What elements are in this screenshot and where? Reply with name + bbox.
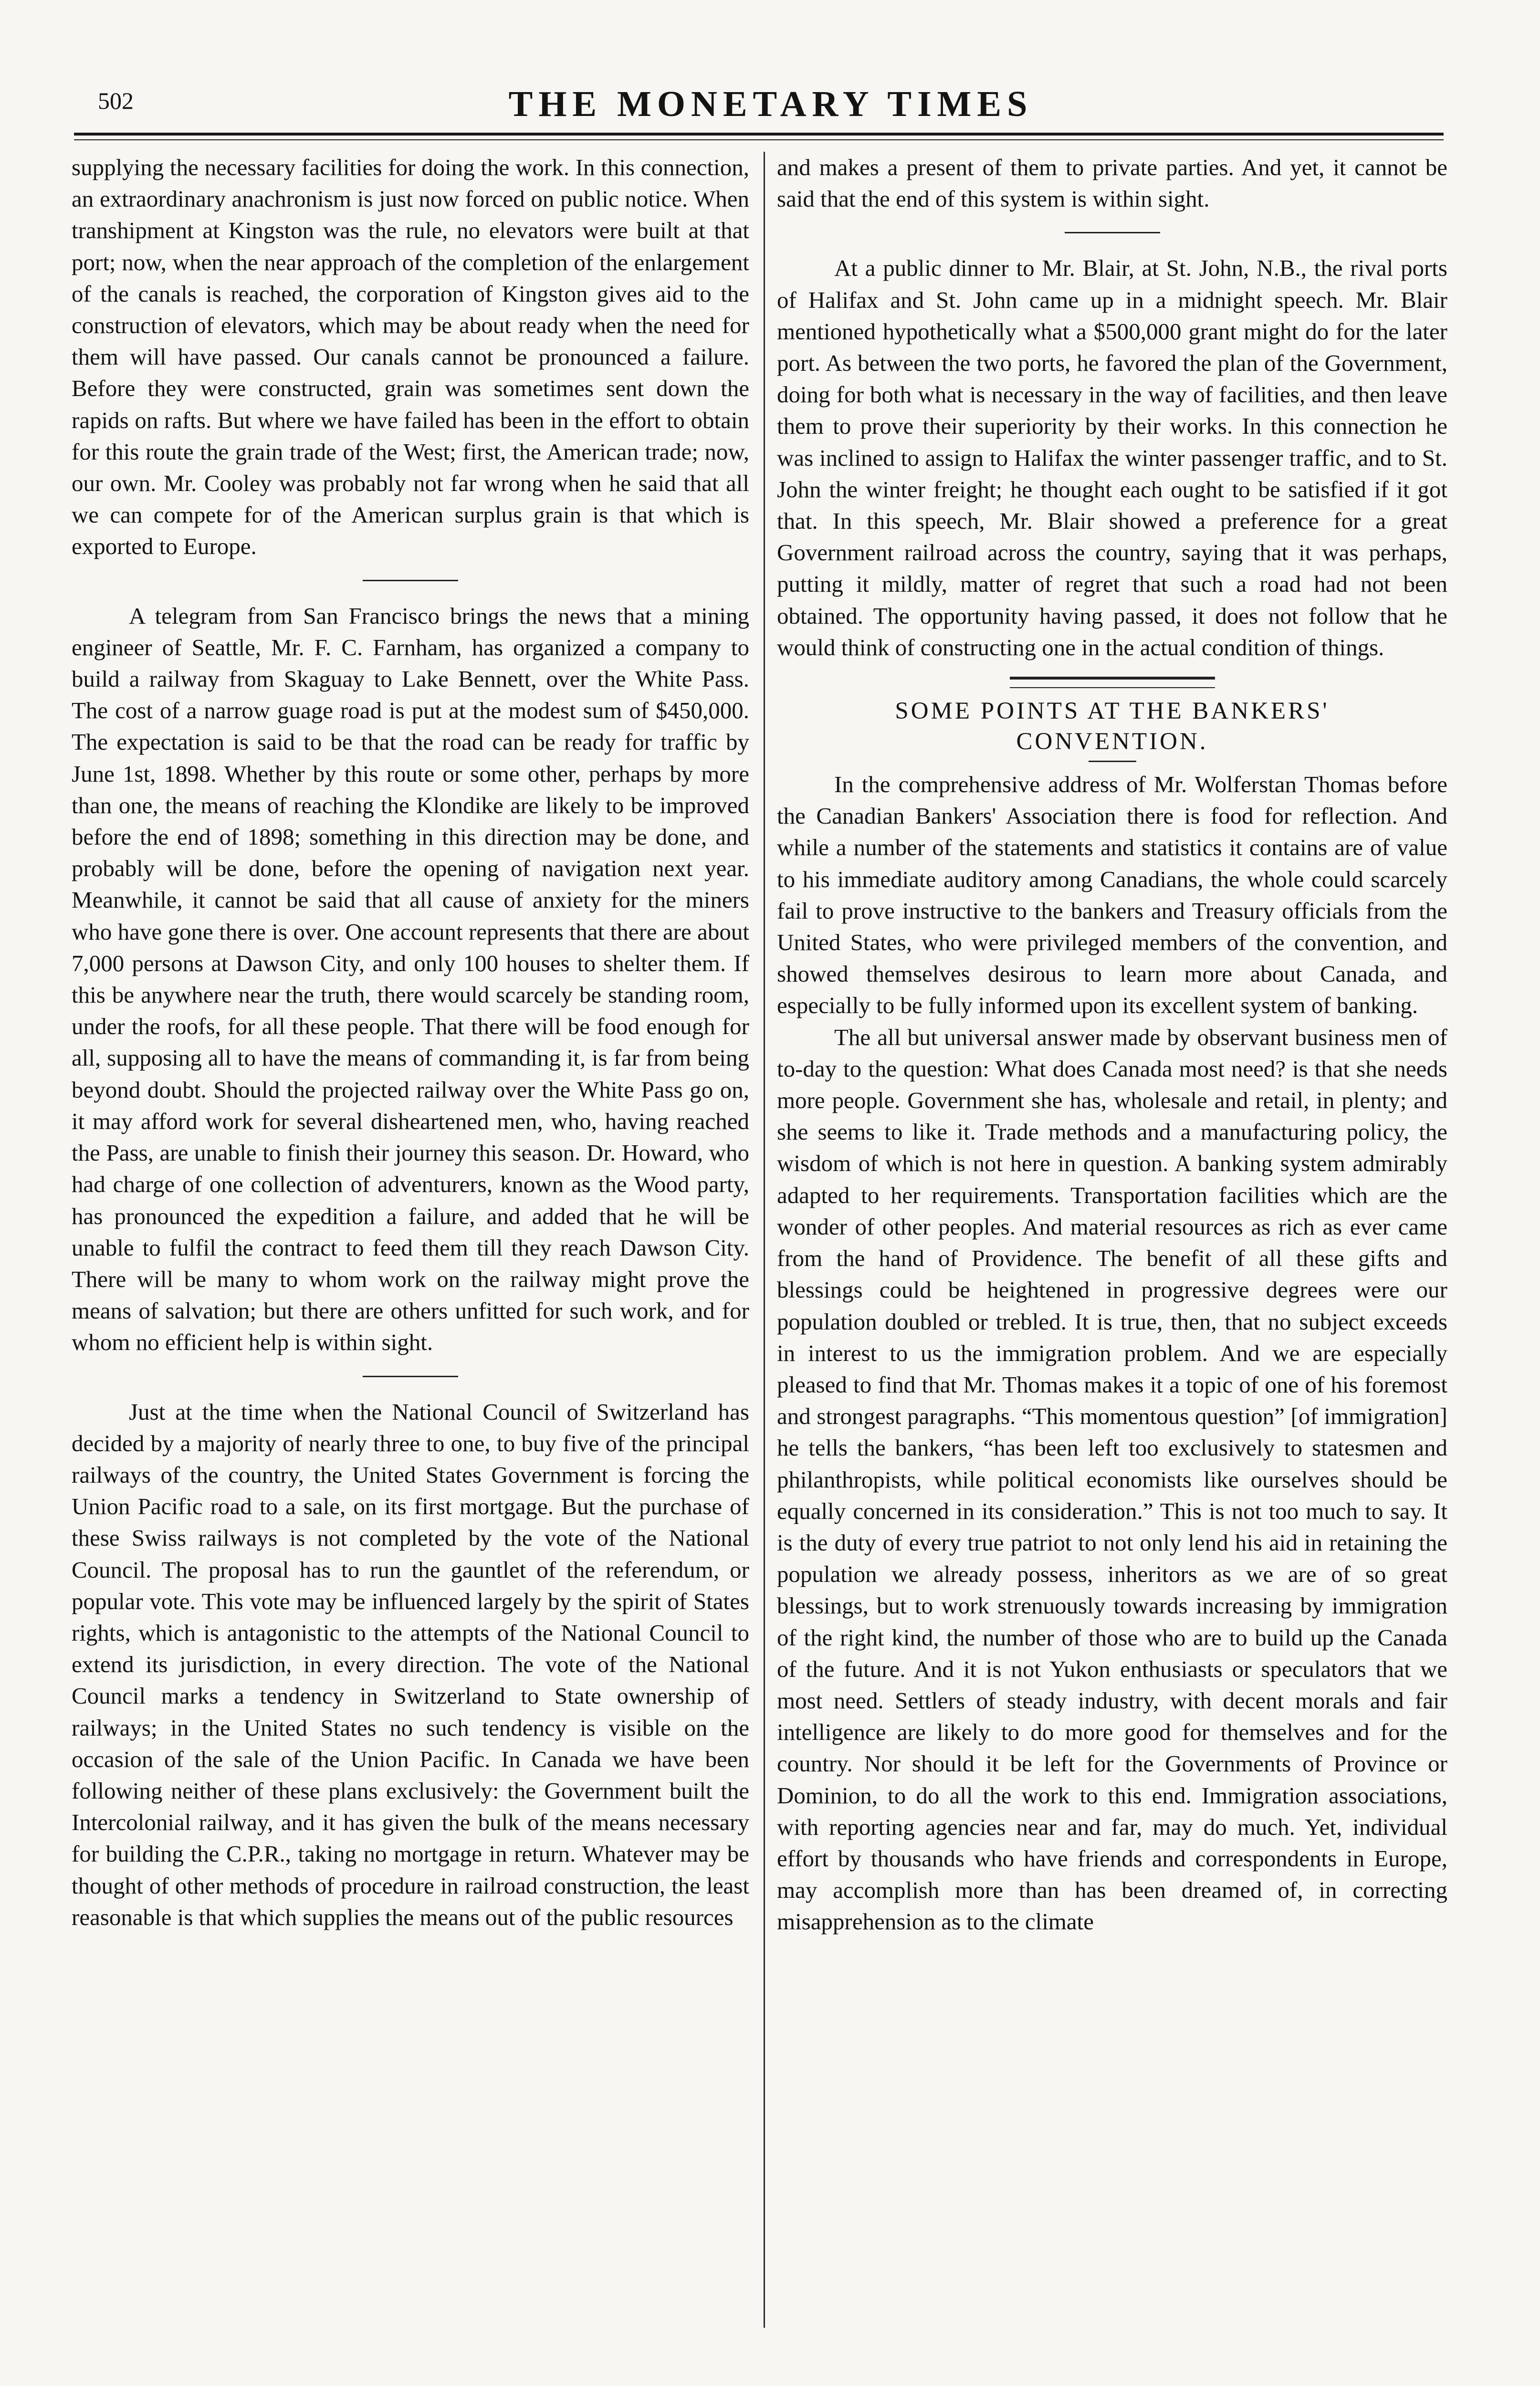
heading-rule	[1089, 761, 1136, 762]
header-rule-thick	[74, 133, 1444, 136]
section-separator	[363, 1376, 458, 1377]
right-paragraph-3: In the comprehensive address of Mr. Wolferstan Thomas before the Canadian Bankers' Association there is food for reflection. And while a number of the statements and statistics it contains are of value to his immediate auditory among Canadians, the whole could scarcely fail to prove instructive to the bankers and Treasury officials from the United States, who were privileged members of the convention, and showed themselves desirous to learn more about Canada, and especially to be fully informed upon its excellent system of banking.	[777, 771, 1447, 1019]
right-paragraph-2: At a public dinner to Mr. Blair, at St. John, N.B., the rival ports of Halifax and St. John came up in a midnight speech. Mr. Blair mentioned hypothetically what a $500,000 grant might do for the later port. As between the two ports, he favored the plan of the Government, doing for both what is necessary in the way of facilities, and then leave them to prove their superiority by their works. In this connection he was inclined to assign to Halifax the winter passenger traffic, and to St. John the winter freight; he thought each ought to be satisfied if it got that. In this speech, Mr. Blair showed a preference for a great Government railroad across the country, saying that it was perhaps, putting it mildly, matter of regret that such a road had not been obtained. The opportunity having passed, it does not follow that he would think of constructing one in the actual condition of things.	[777, 255, 1447, 660]
heading-line-2: CONVENTION.	[1016, 728, 1208, 755]
right-paragraph-1: and makes a present of them to private parties. And yet, it cannot be said that the end of this system is within sight.	[777, 154, 1447, 212]
section-separator	[1065, 232, 1160, 233]
masthead-title: THE MONETARY TIMES	[508, 84, 1033, 124]
left-paragraph-3: Just at the time when the National Council of Switzerland has decided by a majority of nearly three to one, to buy five of the principal railways of the country, the United States Government is forcing the Union Pacific road to a sale, on its first mortgage. But the purchase of these Swiss railways is not completed by the vote of the National Council. The proposal has to run the gauntlet of the referendum, or popular vote. This vote may be influenced largely by the spirit of States rights, which is antagonistic to the attempts of the National Council to extend its jurisdiction, in every direction. The vote of the National Council marks a tendency in Switzerland to State ownership of railways; in the United States no such tendency is visible on the occasion of the sale of the Union Pacific. In Canada we have been following neither of these plans exclusively: the Government built the Intercolonial railway, and it has given the bulk of the means necessary for building the C.P.R., taking no mortgage in return. Whatever may be thought of other methods of procedure in railroad construction, the least reasonable is that which supplies the means out of the public resources	[72, 1398, 749, 1930]
page-number: 502	[98, 87, 134, 114]
left-paragraph-1: supplying the necessary facilities for doing the work. In this connection, an extraordinary anachronism is just now forced on public notice. When transhipment at Kingston was the rule, no elevators were built at that port; now, when the near approach of the completion of the enlargement of the canals is reached, the corporation of Kingston gives aid to the construction of elevators, which may be about ready when the need for them will have passed. Our canals cannot be pronounced a failure. Before they were constructed, grain was sometimes sent down the rapids on rafts. But where we have failed has been in the effort to obtain for this route the grain trade of the West; first, the American trade; now, our own. Mr. Cooley was probably not far wrong when he said that all we can compete for of the American surplus grain is that which is exported to Europe.	[72, 154, 749, 560]
left-paragraph-2: A telegram from San Francisco brings the news that a mining engineer of Seattle, Mr. F. C. Farnham, has organized a company to build a railway from Skaguay to Lake Bennett, over the White Pass. The cost of a narrow guage road is put at the modest sum of $450,000. The expectation is said to be that the road can be ready for traffic by June 1st, 1898. Whether by this route or some other, perhaps by more than one, the means of reaching the Klondike are likely to be improved before the end of 1898; something in this direction may be done, and probably will be done, before the opening of navigation next year. Meanwhile, it cannot be said that all cause of anxiety for the miners who have gone there is over. One account represents that there are about 7,000 persons at Dawson City, and only 100 houses to shelter them. If this be anywhere near the truth, there would scarcely be standing room, under the roofs, for all these people. That there will be food enough for all, supposing all to have the means of commanding it, is far from being beyond doubt. Should the projected railway over the White Pass go on, it may afford work for several disheartened men, who, having reached the Pass, are unable to finish their journey this season. Dr. Howard, who had charge of one collection of adventurers, known as the Wood party, has pronounced the expedition a failure, and added that he will be unable to fulfil the contract to feed them till they reach Dawson City. There will be many to whom work on the railway might prove the means of salvation; but there are others unfitted for such work, and for whom no efficient help is within sight.	[72, 602, 749, 1356]
left-column	[72, 152, 749, 1933]
right-column	[777, 152, 1447, 1938]
header-rule-thin	[74, 139, 1444, 140]
article-rule	[1010, 677, 1215, 688]
article-heading	[777, 696, 1447, 757]
column-divider	[764, 152, 765, 2328]
section-separator	[363, 580, 458, 581]
right-paragraph-4: The all but universal answer made by observant business men of to-day to the question: What does Canada most need? is that she needs more people. Government she has, wholesale and retail, in plenty; and she seems to like it. Trade methods and a manufacturing policy, the wisdom of which is not here in question. A banking system admirably adapted to her requirements. Transportation facilities which are the wonder of other peoples. And material resources as rich as ever came from the hand of Providence. The benefit of all these gifts and blessings could be heightened in progressive degrees were our population doubled or trebled. It is true, then, that no subject exceeds in interest to us the immigration problem. And we are especially pleased to find that Mr. Thomas makes it a topic of one of his foremost and strongest paragraphs. “This momentous question” [of immigration] he tells the bankers, “has been left too exclusively to statesmen and philanthropists, while political economists like ourselves should be equally concerned in its consideration.” This is not too much to say. It is the duty of every true patriot to not only lend his aid in retaining the population we already possess, inheritors as we are of so great blessings, but to work strenuously towards increasing by immigration of the right kind, the number of those who are to build up the Canada of the future. And it is not Yukon enthusiasts or speculators that we most need. Settlers of steady industry, with decent morals and fair intelligence are likely to do more good for themselves and for the country. Nor should it be left for the Governments of Province or Dominion, to do all the work to this end. Immigration associations, with reporting agencies near and far, may do much. Yet, individual effort by thousands who have friends and correspondents in Europe, may accomplish more than has been dreamed of, in correcting misapprehension as to the climate	[777, 1024, 1447, 1935]
heading-line-1: SOME POINTS AT THE BANKERS'	[895, 698, 1330, 725]
